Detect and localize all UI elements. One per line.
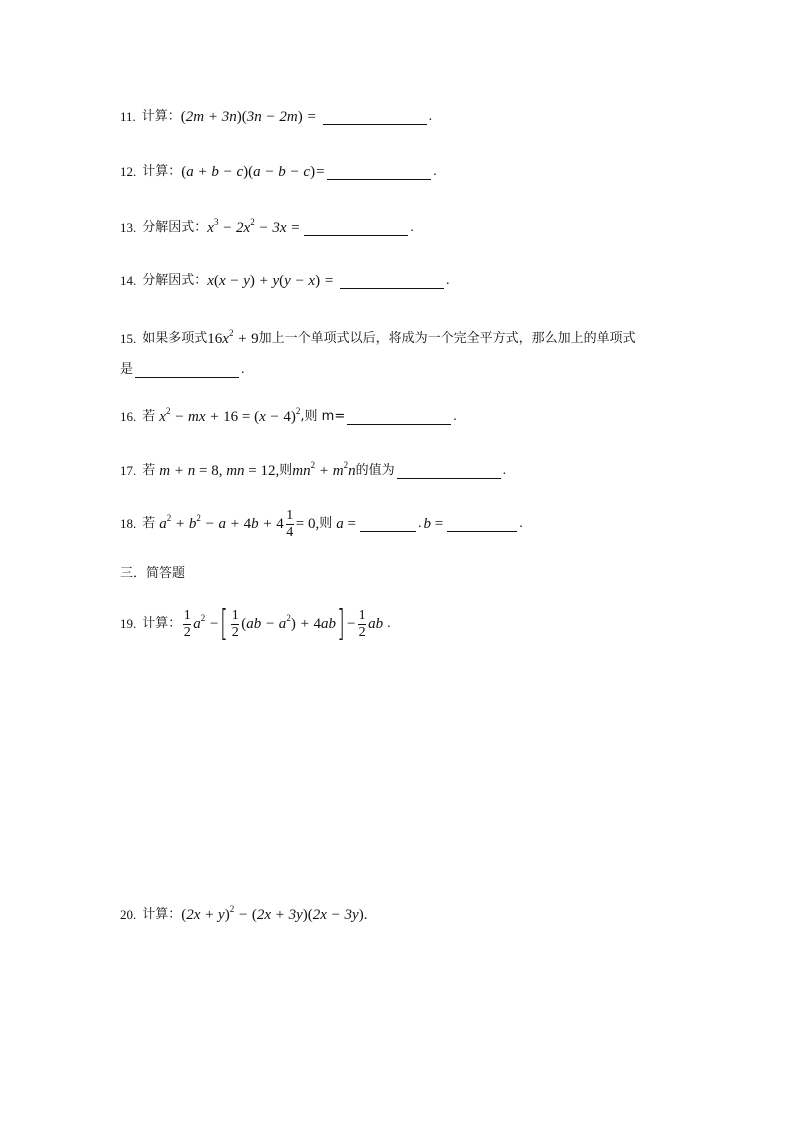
period: .	[241, 362, 245, 377]
fraction-numerator: 1	[286, 507, 294, 523]
question-prefix: 若	[142, 409, 156, 424]
question-prefix: 如果多项式	[142, 331, 208, 346]
fraction	[231, 608, 239, 641]
answer-blank[interactable]	[135, 363, 239, 378]
math-expression: $a^2$ −	[193, 613, 220, 632]
answer-blank[interactable]	[323, 110, 427, 125]
math-expression: $a^2 + b^2 - a + 4b + 4$	[159, 513, 284, 532]
math-expression: (2m + 3n)(3n − 2m) =	[180, 109, 317, 125]
math-expression: = 0,	[295, 516, 320, 532]
right-bracket: ]	[337, 603, 345, 644]
answer-blank[interactable]	[304, 221, 408, 236]
question-prefix: 若	[142, 516, 156, 531]
section-heading: 三．简答题	[120, 566, 186, 581]
period: .	[453, 409, 457, 424]
question-number: 11.	[120, 109, 136, 124]
period: .	[519, 516, 523, 531]
math-expression: $(ab - a^2) + 4ab$	[241, 613, 336, 632]
question-number: 17.	[120, 463, 137, 478]
answer-blank-b[interactable]	[447, 517, 517, 532]
question-prefix: 计算：	[142, 164, 182, 179]
question-number: 15.	[120, 331, 137, 346]
answer-blank[interactable]	[340, 274, 444, 289]
fraction-numerator: 1	[231, 607, 239, 623]
question-text: ,则 m=	[300, 409, 346, 424]
fraction	[358, 608, 366, 641]
fraction-denominator: 2	[358, 624, 366, 640]
question-number: 19.	[120, 616, 137, 631]
question-text: 的值为	[355, 463, 395, 478]
math-expression: x(x − y) + y(y − x) =	[207, 273, 334, 289]
math-expression: (a + b − c)(a − b − c)=	[181, 164, 326, 180]
period: .	[445, 273, 450, 288]
question-20	[120, 906, 367, 924]
question-prefix: 若	[142, 463, 156, 478]
question-prefix: 分解因式：	[142, 220, 208, 235]
question-prefix: 计算：	[142, 616, 182, 631]
period: .	[428, 109, 433, 124]
answer-blank-a[interactable]	[360, 517, 416, 532]
answer-blank[interactable]	[397, 464, 501, 479]
math-variable: a =	[336, 516, 356, 532]
math-expression: $x^3 - 2x^2 - 3x$ =	[207, 217, 301, 236]
math-expression: −	[345, 616, 357, 632]
question-16	[120, 408, 457, 426]
math-expression: $(2x + y)^2 - (2x + 3y)(2x - 3y)$.	[181, 904, 368, 923]
question-number: 18.	[120, 516, 137, 531]
math-variable: b =	[423, 516, 444, 532]
question-12	[120, 163, 437, 181]
fraction	[183, 608, 191, 641]
question-15	[120, 330, 636, 348]
question-number: 13.	[120, 220, 137, 235]
question-11	[120, 108, 432, 126]
question-14	[120, 272, 449, 290]
left-bracket: [	[220, 603, 229, 644]
question-number: 14.	[120, 273, 137, 288]
question-text: 则	[279, 463, 293, 478]
question-18	[120, 508, 523, 540]
math-expression: $x^2$ − mx + $16 = (x - 4)^2$	[159, 406, 301, 425]
question-text: 是	[120, 362, 134, 377]
question-text: 加上一个单项式以后，将成为一个完全平方式，那么加上的单项式	[258, 331, 636, 346]
fraction-denominator: 2	[183, 624, 191, 640]
period: .	[433, 164, 437, 179]
fraction	[286, 508, 294, 541]
question-13	[120, 219, 414, 237]
question-text: 则	[319, 516, 333, 531]
question-prefix: 分解因式：	[142, 273, 208, 288]
question-19	[120, 604, 391, 644]
answer-blank[interactable]	[327, 165, 431, 180]
question-17	[120, 462, 506, 480]
answer-blank[interactable]	[347, 410, 451, 425]
question-number: 16.	[120, 409, 137, 424]
math-expression: $mn^2 + m^2n$	[292, 460, 356, 479]
math-expression: ab	[368, 616, 384, 632]
question-prefix: 计算：	[142, 907, 182, 922]
period: .	[410, 220, 414, 235]
question-number: 20.	[120, 907, 137, 922]
period: .	[387, 616, 391, 631]
math-expression: $16x^2 + 9$	[207, 328, 259, 347]
fraction-denominator: 2	[231, 624, 239, 640]
question-prefix: 计算：	[141, 109, 181, 124]
fraction-numerator: 1	[358, 607, 366, 623]
question-15-line-2	[120, 361, 245, 379]
math-expression: m + n = 8, mn = 12,	[159, 463, 280, 479]
question-number: 12.	[120, 164, 137, 179]
period: .	[502, 463, 507, 478]
separator: .	[417, 516, 422, 531]
fraction-numerator: 1	[183, 607, 191, 623]
fraction-denominator: 4	[286, 524, 294, 540]
